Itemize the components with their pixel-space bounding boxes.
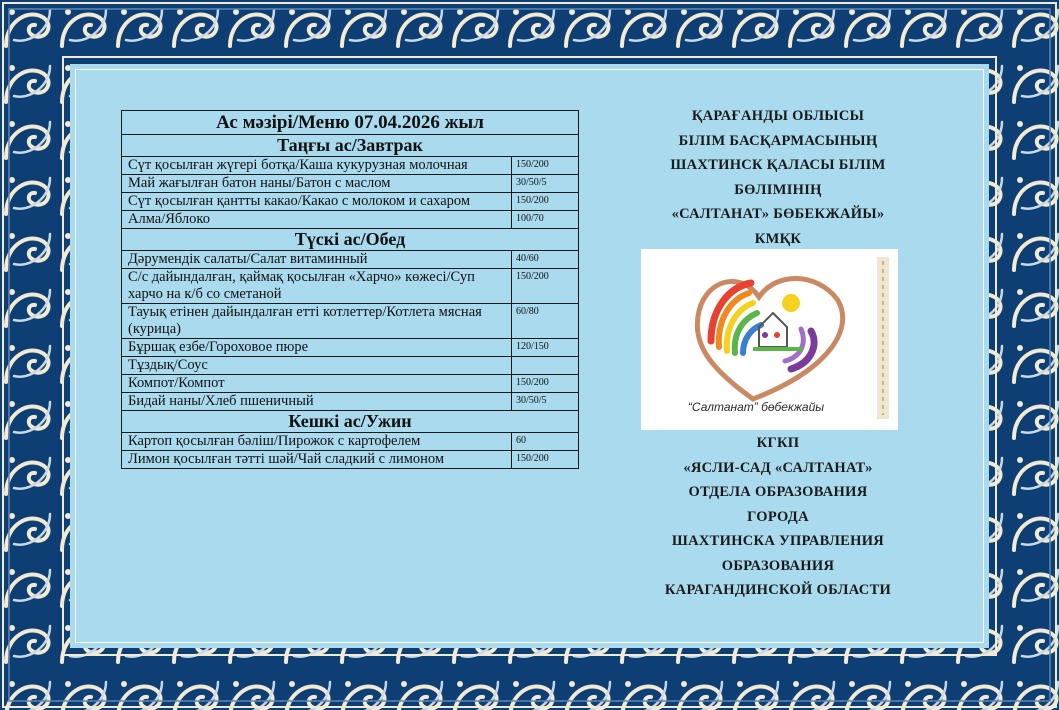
menu-title: Ас мәзірі/Меню 07.04.2026 жыл [122, 111, 579, 135]
portion-size: 150/200 [512, 451, 579, 469]
dish-name: Сүт қосылған қантты какао/Какао с молоком и сахаром [122, 193, 512, 211]
dish-name: Май жағылған батон наны/Батон с маслом [122, 175, 512, 193]
logo-caption: “Салтанат” бөбекжайы [687, 400, 825, 414]
table-row [122, 175, 579, 193]
dish-name: Тауық етінен дайындалған етті котлеттер/Котлета мясная (курица) [122, 304, 512, 339]
dish-name: Бұршақ езбе/Гороховое пюре [122, 339, 512, 357]
dish-name: Лимон қосылған тәтті шәй/Чай сладкий с лимоном [122, 451, 512, 469]
table-row [122, 433, 579, 451]
section-row [122, 135, 579, 157]
menu-title-row [122, 111, 579, 135]
table-row [122, 157, 579, 175]
section-lunch-title: Түскі ас/Обед [122, 229, 579, 251]
table-row [122, 304, 579, 339]
table-row [122, 451, 579, 469]
org-ru-line: ГОРОДА [747, 508, 809, 525]
portion-size: 60 [512, 433, 579, 451]
organization-name-kz [608, 104, 948, 251]
dish-name: Компот/Компот [122, 375, 512, 393]
org-kz-line: ШАХТИНСК ҚАЛАСЫ БІЛІМ [670, 157, 886, 173]
org-kz-line: БӨЛІМІНІҢ [734, 181, 822, 198]
dish-name: Дәрумендік салаты/Салат витаминный [122, 251, 512, 269]
table-row [122, 393, 579, 411]
portion-size: 150/200 [512, 269, 579, 304]
org-ru-line: КГКП [756, 435, 800, 451]
org-kz-line: «САЛТАНАТ» БӨБЕКЖАЙЫ» [671, 206, 885, 222]
portion-size: 100/70 [512, 211, 579, 229]
dish-name: Сүт қосылған жүгері ботқа/Каша кукурузная молочная [122, 157, 512, 175]
section-row [122, 411, 579, 433]
dish-name: Алма/Яблоко [122, 211, 512, 229]
section-dinner-title: Кешкі ас/Ужин [122, 411, 579, 433]
organization-name-ru [608, 431, 948, 603]
portion-size: 120/150 [512, 339, 579, 357]
org-kz-line: БІЛІМ БАСҚАРМАСЫНЫҢ [678, 132, 878, 149]
portion-size: 150/200 [512, 193, 579, 211]
portion-size: 30/50/5 [512, 393, 579, 411]
table-row [122, 375, 579, 393]
portion-size: 30/50/5 [512, 175, 579, 193]
table-row [122, 211, 579, 229]
table-row [122, 339, 579, 357]
portion-size: 40/60 [512, 251, 579, 269]
table-row [122, 269, 579, 304]
menu-table [121, 110, 579, 469]
portion-size [512, 357, 579, 375]
org-kz-line: КМҚК [754, 230, 802, 247]
section-breakfast-title: Таңғы ас/Завтрак [122, 135, 579, 157]
dish-name: Бидай наны/Хлеб пшеничный [122, 393, 512, 411]
portion-size: 60/80 [512, 304, 579, 339]
table-row [122, 193, 579, 211]
dish-name: С/с дайындалған, қаймақ қосылған «Харчо» көжесі/Суп харчо на к/б со сметаной [122, 269, 512, 304]
org-ru-line: КАРАГАНДИНСКОЙ ОБЛАСТИ [664, 582, 892, 598]
kindergarten-logo [641, 249, 898, 430]
org-ru-line: ШАХТИНСКА УПРАВЛЕНИЯ [671, 533, 885, 549]
org-ru-line: ОТДЕЛА ОБРАЗОВАНИЯ [688, 484, 868, 500]
org-ru-line: «ЯСЛИ-САД «САЛТАНАТ» [683, 459, 873, 476]
portion-size: 150/200 [512, 157, 579, 175]
section-row [122, 229, 579, 251]
org-ru-line: ОБРАЗОВАНИЯ [721, 557, 835, 574]
dish-name: Тұздық/Соус [122, 357, 512, 375]
table-row [122, 251, 579, 269]
dish-name: Картоп қосылған бәліш/Пирожок с картофелем [122, 433, 512, 451]
table-row [122, 357, 579, 375]
org-kz-line: ҚАРАҒАНДЫ ОБЛЫСЫ [691, 108, 865, 124]
portion-size: 150/200 [512, 375, 579, 393]
